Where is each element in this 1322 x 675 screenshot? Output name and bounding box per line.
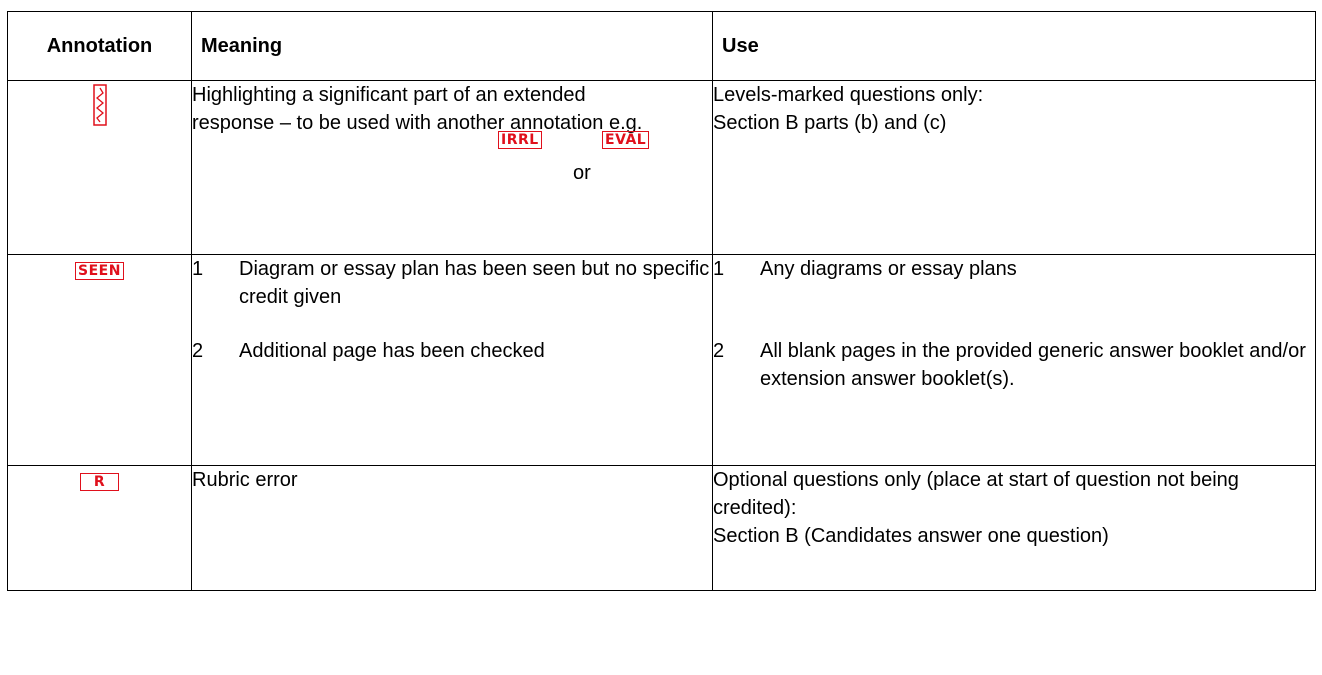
header-row [8, 12, 1316, 81]
use-cell [713, 466, 1316, 591]
item-number: 2 [192, 340, 204, 362]
item-number: 1 [713, 258, 725, 280]
use-line: Section B parts (b) and (c) [713, 112, 947, 134]
annotation-cell [8, 255, 192, 466]
irrl-tag: IRRL [498, 131, 542, 149]
or-text: or [573, 162, 591, 184]
use-cell [713, 255, 1316, 466]
use-line: Optional questions only (place at start of question not being credited): [713, 469, 1239, 519]
header-annotation: Annotation [8, 12, 192, 81]
use-line: Section B (Candidates answer one question) [713, 525, 1109, 547]
list-item [713, 255, 1315, 283]
squiggle-highlight-icon [93, 84, 107, 126]
item-number: 1 [192, 258, 204, 280]
list-item [192, 255, 712, 311]
table-row [8, 255, 1316, 466]
item-text: Additional page has been checked [239, 340, 545, 362]
annotation-cell [8, 466, 192, 591]
annotations-table [7, 11, 1316, 591]
use-cell [713, 81, 1316, 255]
table-row [8, 81, 1316, 255]
item-text: Diagram or essay plan has been seen but no specific credit given [239, 258, 710, 308]
meaning-text: Highlighting a significant part of an extended response – to be used with another annotation e.g. [192, 84, 643, 134]
use-line: Levels-marked questions only: [713, 84, 984, 106]
item-text: Any diagrams or essay plans [760, 258, 1017, 280]
header-meaning: Meaning [192, 12, 713, 81]
rubric-r-tag: R [80, 473, 119, 491]
eval-tag: EVAL [602, 131, 649, 149]
meaning-cell [192, 255, 713, 466]
list-item [713, 337, 1315, 393]
list-item [192, 337, 712, 365]
meaning-text: Rubric error [192, 469, 298, 491]
item-text: All blank pages in the provided generic answer booklet and/or extension answer booklet(s). [760, 340, 1306, 390]
header-use: Use [713, 12, 1316, 81]
item-number: 2 [713, 340, 725, 362]
meaning-cell [192, 81, 713, 255]
annotation-cell [8, 81, 192, 255]
seen-tag: SEEN [75, 262, 124, 280]
meaning-cell [192, 466, 713, 591]
table-row [8, 466, 1316, 591]
